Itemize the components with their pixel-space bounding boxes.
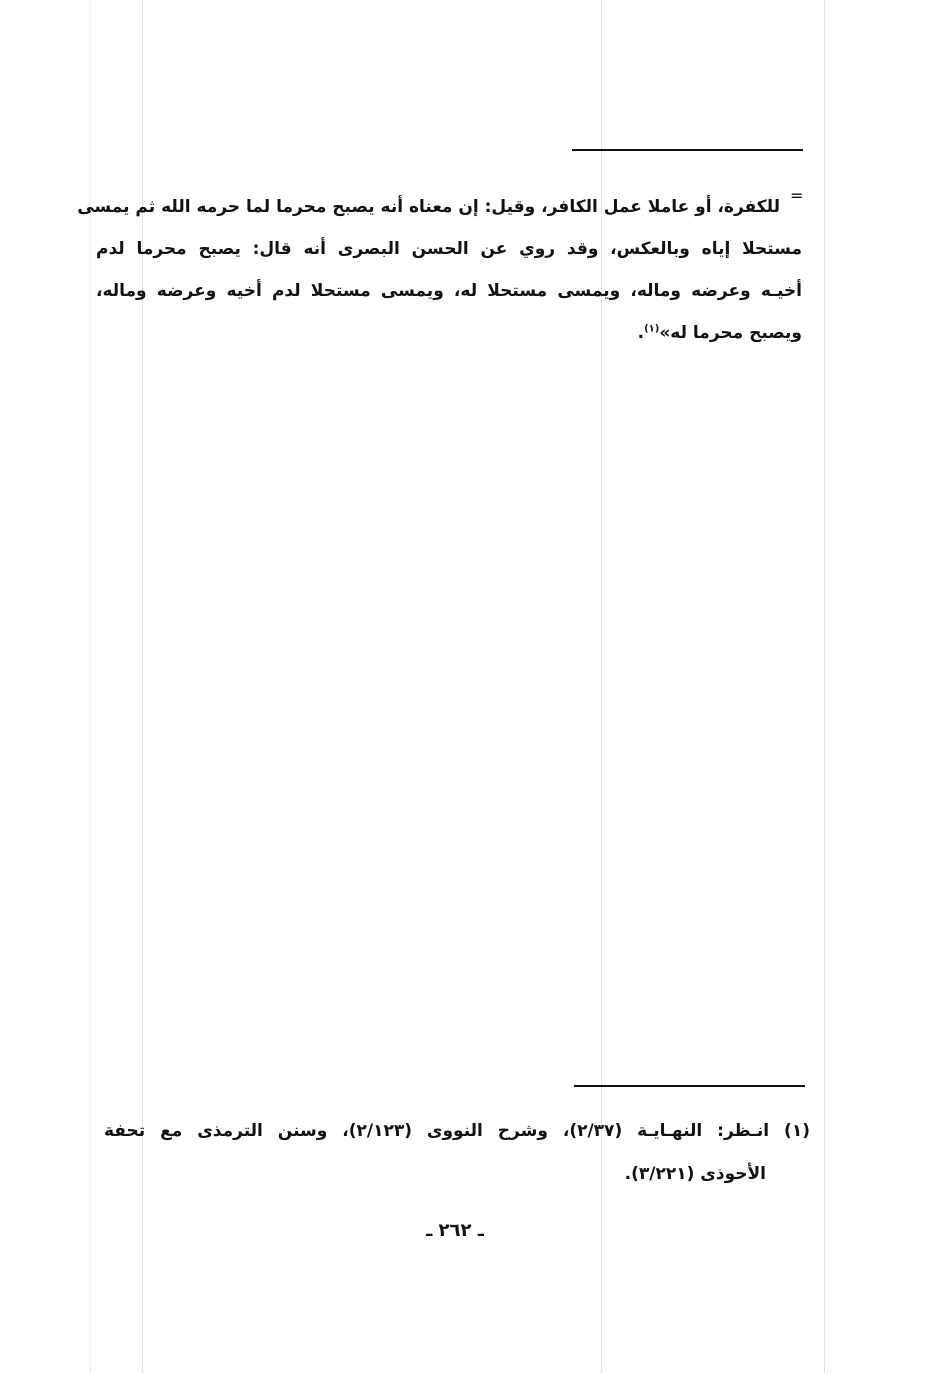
text-line-1: للكفرة، أو عاملا عمل الكافر، وقيل: إن معناه أنه يصبح محرما لما حرمه الله ثم يمسى [77,197,780,217]
scan-dots-right [824,0,825,1373]
text-line-4: ويصبح محرما له»$^{(١)}$. [637,323,802,343]
text-line-4-content: ويصبح محرما له» [659,323,802,343]
continuation-mark: = [790,186,804,205]
footnote-line-2: الأحوذى (٣/٢٢١). [624,1164,766,1184]
text-line-2: مستحلا إياه وبالعكس، وقد روي عن الحسن البصرى أنه قال: يصبح محرما لدم [96,239,802,259]
page-number: ـ ٢٦٢ ـ [426,1220,484,1241]
text-line-3: أخيـه وعرضه وماله، ويمسى مستحلا له، ويمسى مستحلا لدم أخيه وعرضه وماله، [96,281,802,301]
footnote-line-1: (١) انـظر: النهـايـة (٢/٣٧)، وشرح النووى (٢/١٢٣)، وسنن الترمذى مع تحفة [104,1121,810,1141]
header-rule [572,149,803,151]
footnote-ref: (١) [644,323,660,335]
main-text [77,186,804,354]
footnote [104,1110,810,1196]
footnote-rule [574,1085,805,1087]
